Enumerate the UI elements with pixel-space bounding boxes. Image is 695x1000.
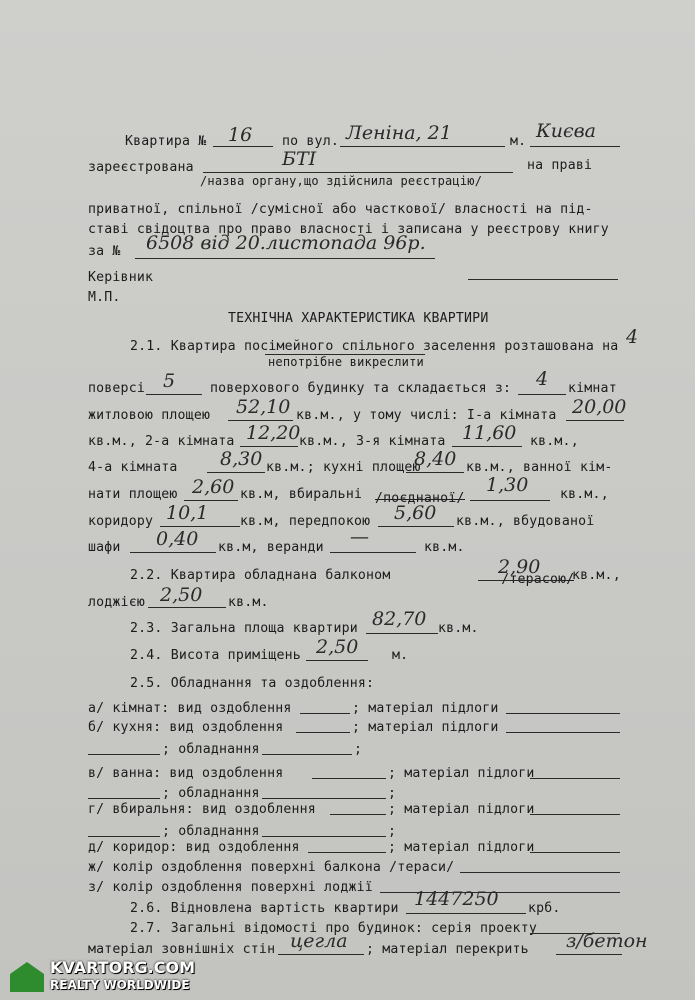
kvm-label: кв.м.,: [572, 568, 621, 583]
org-note: /назва органу,що здійснила реєстрацію/: [200, 174, 483, 188]
value-value: 1447250: [414, 888, 499, 910]
underline: [278, 954, 364, 955]
terrace-struck-option: /терасою/: [501, 572, 575, 587]
s25-v4: ;: [388, 786, 397, 801]
underline: [470, 500, 550, 501]
underline: [506, 713, 620, 714]
underline: [406, 913, 526, 914]
s26-unit: крб.: [528, 901, 561, 916]
closet-label: шафи: [88, 540, 121, 555]
height-value: 2,50: [316, 636, 359, 658]
underline: [300, 713, 350, 714]
s22-label: 2.2. Квартира обладнана балконом: [130, 568, 391, 583]
street-value: Леніна, 21: [346, 122, 452, 144]
underline: [452, 446, 522, 447]
underline: [148, 607, 226, 608]
s25-b2: ; матеріал підлоги: [352, 720, 499, 735]
s26-label: 2.6. Відновлена вартість квартири: [130, 901, 399, 916]
room2-value: 12,20: [246, 422, 301, 444]
signature-line: [468, 279, 618, 280]
kitchen-label: кв.м.; кухні площею: [266, 460, 421, 475]
apartment-number: 16: [228, 124, 253, 146]
underline: [130, 552, 216, 553]
underline: [240, 446, 298, 447]
s25-g2: ; матеріал підлоги: [388, 802, 535, 817]
walls-value: цегла: [290, 930, 348, 952]
veranda-label: кв.м, веранди: [218, 540, 324, 555]
street-label: по вул.: [282, 134, 339, 149]
build-label: поверхового будинку та складається з:: [210, 381, 512, 396]
underline: [184, 500, 238, 501]
underline: [146, 394, 202, 395]
right-label: на праві: [527, 158, 593, 173]
underline: [330, 552, 416, 553]
watermark-title: KVARTORG.COM: [50, 958, 195, 977]
s25-v2: ; матеріал підлоги: [388, 766, 535, 781]
underline: [556, 954, 622, 955]
room4-label: 4-а кімната: [88, 460, 178, 475]
s21-note: непотрібне викреслити: [268, 355, 424, 369]
kvm2-label: кв.м.: [228, 595, 269, 610]
bath-label: кв.м., ванної кім-: [466, 460, 613, 475]
s23-label: 2.3. Загальна площа квартири: [130, 621, 358, 636]
underline: [330, 814, 386, 815]
closet-value: 0,40: [156, 528, 199, 550]
s25-v: в/ ванна: вид оздоблення: [88, 766, 284, 781]
veranda-value: —: [350, 526, 369, 548]
room4-value: 8,30: [220, 448, 263, 470]
underline: [160, 526, 240, 527]
wc-struck-option: /поєднаної/: [375, 491, 465, 506]
underline: [566, 420, 624, 421]
hall-label: кв.м, передпокою: [240, 514, 371, 529]
underline: [478, 580, 562, 581]
rooms-value: 4: [536, 368, 549, 390]
kvm-label: кв.м.,: [88, 434, 137, 449]
kvm-label: кв.м.,: [560, 487, 609, 502]
underline: [306, 660, 368, 661]
city-value: Києва: [536, 120, 596, 142]
s24-label: 2.4. Висота приміщень: [130, 648, 301, 663]
bath-value: 2,60: [192, 476, 235, 498]
built-label: кв.м., вбудованої: [456, 514, 595, 529]
watermark-subtitle: REALTY WORLDWIDE: [50, 978, 190, 992]
loggia-label: лоджією: [88, 595, 145, 610]
underline: [88, 754, 160, 755]
underline: [340, 146, 505, 147]
balcony-value: 2,90: [498, 556, 541, 578]
underline: [378, 526, 454, 527]
registered-label: зареєстрована: [88, 160, 194, 175]
underline: [308, 852, 386, 853]
underline: [312, 778, 386, 779]
floor-value: 5: [163, 370, 176, 392]
ownership-line2: ставі свідоцтва про право власності і записана у реєстрову книгу: [88, 222, 609, 237]
s27-label: 2.7. Загальні відомості про будинок: серія проекту: [130, 921, 537, 936]
living-label: житловою площею: [88, 408, 211, 423]
kitchen-value: 8,40: [414, 448, 457, 470]
underline: [88, 798, 160, 799]
underline: [203, 172, 513, 173]
s25-b3: ; обладнання: [162, 742, 260, 757]
ownership-line1: приватної, спільної /сумісної або часткової/ власності на під-: [88, 202, 593, 217]
living-value: 52,10: [236, 396, 291, 418]
page-title: ТЕХНІЧНА ХАРАКТЕРИСТИКА КВАРТИРИ: [228, 311, 489, 326]
underline: [530, 814, 620, 815]
underline: [135, 258, 435, 259]
s25-v3: ; обладнання: [162, 786, 260, 801]
s25-b4: ;: [354, 742, 363, 757]
underline: [262, 754, 352, 755]
underline: [530, 146, 620, 147]
wc-value: 1,30: [486, 474, 529, 496]
incl-label: кв.м., у тому числі: І-а кімната: [296, 408, 557, 423]
registered-org: БТІ: [282, 148, 317, 170]
kvm2-label: кв.м.: [424, 540, 465, 555]
floor-label: поверсі: [88, 381, 145, 396]
wc-label: кв.м, вбиральні: [240, 487, 363, 502]
apartment-label: Квартира №: [125, 134, 207, 149]
room3-label: кв.м., 3-я кімната: [299, 434, 446, 449]
book-label: за №: [88, 244, 121, 259]
kvm-label: кв.м.,: [530, 434, 579, 449]
bath-label2: нати площею: [88, 487, 178, 502]
s25-z: з/ колір оздоблення поверхні лоджії: [88, 880, 373, 895]
ceil-label: ; матеріал перекрить: [366, 942, 529, 957]
underline: [366, 633, 438, 634]
underline: [406, 472, 464, 473]
underline: [88, 836, 160, 837]
corridor-label: коридору: [88, 514, 154, 529]
s23-unit: кв.м.: [438, 621, 479, 636]
s24-unit: м.: [392, 648, 409, 663]
underline: [213, 146, 273, 147]
s25-b: б/ кухня: вид оздоблення: [88, 720, 284, 735]
underline: [460, 872, 620, 873]
head-label: Керівник: [88, 270, 154, 285]
underline: [506, 732, 620, 733]
floor-handwritten: 4: [626, 326, 639, 348]
room1-value: 20,00: [572, 396, 627, 418]
hall-value: 5,60: [394, 502, 437, 524]
underline: [262, 836, 386, 837]
s21-line1: 2.1. Квартира посімейного спільного заселення розташована на: [130, 339, 619, 354]
s25-label: 2.5. Обладнання та оздоблення:: [130, 676, 375, 691]
underline: [518, 394, 566, 395]
s25-g3: ; обладнання: [162, 824, 260, 839]
loggia-value: 2,50: [160, 584, 203, 606]
watermark-logo: [4, 956, 194, 996]
walls-label: матеріал зовнішніх стін: [88, 942, 276, 957]
total-area-value: 82,70: [372, 608, 427, 630]
s25-d: д/ коридор: вид оздоблення: [88, 840, 300, 855]
corridor-value: 10,1: [166, 502, 209, 524]
room3-value: 11,60: [462, 422, 517, 444]
s25-d2: ; матеріал підлоги: [388, 840, 535, 855]
stamp-label: М.П.: [88, 290, 121, 305]
s25-a: а/ кімнат: вид оздоблення: [88, 701, 292, 716]
book-value: 6508 від 20.листопада 96р.: [146, 232, 426, 254]
underline: [207, 472, 265, 473]
underline: [228, 420, 293, 421]
s25-zh: ж/ колір оздоблення поверхні балкона /тераси/: [88, 860, 455, 875]
s25-g: г/ вбиральня: вид оздоблення: [88, 802, 316, 817]
room2-label: 2-а кімната: [145, 434, 235, 449]
underline: [296, 732, 350, 733]
ceil-value: з/бетон: [566, 930, 648, 952]
house-icon: [10, 962, 44, 992]
city-label: м.: [510, 134, 527, 149]
s25-a2: ; матеріал підлоги: [352, 701, 499, 716]
underline: [530, 852, 620, 853]
underline: [262, 798, 386, 799]
underline: [530, 778, 620, 779]
s25-g4: ;: [388, 824, 397, 839]
rooms-label: кімнат: [568, 381, 617, 396]
